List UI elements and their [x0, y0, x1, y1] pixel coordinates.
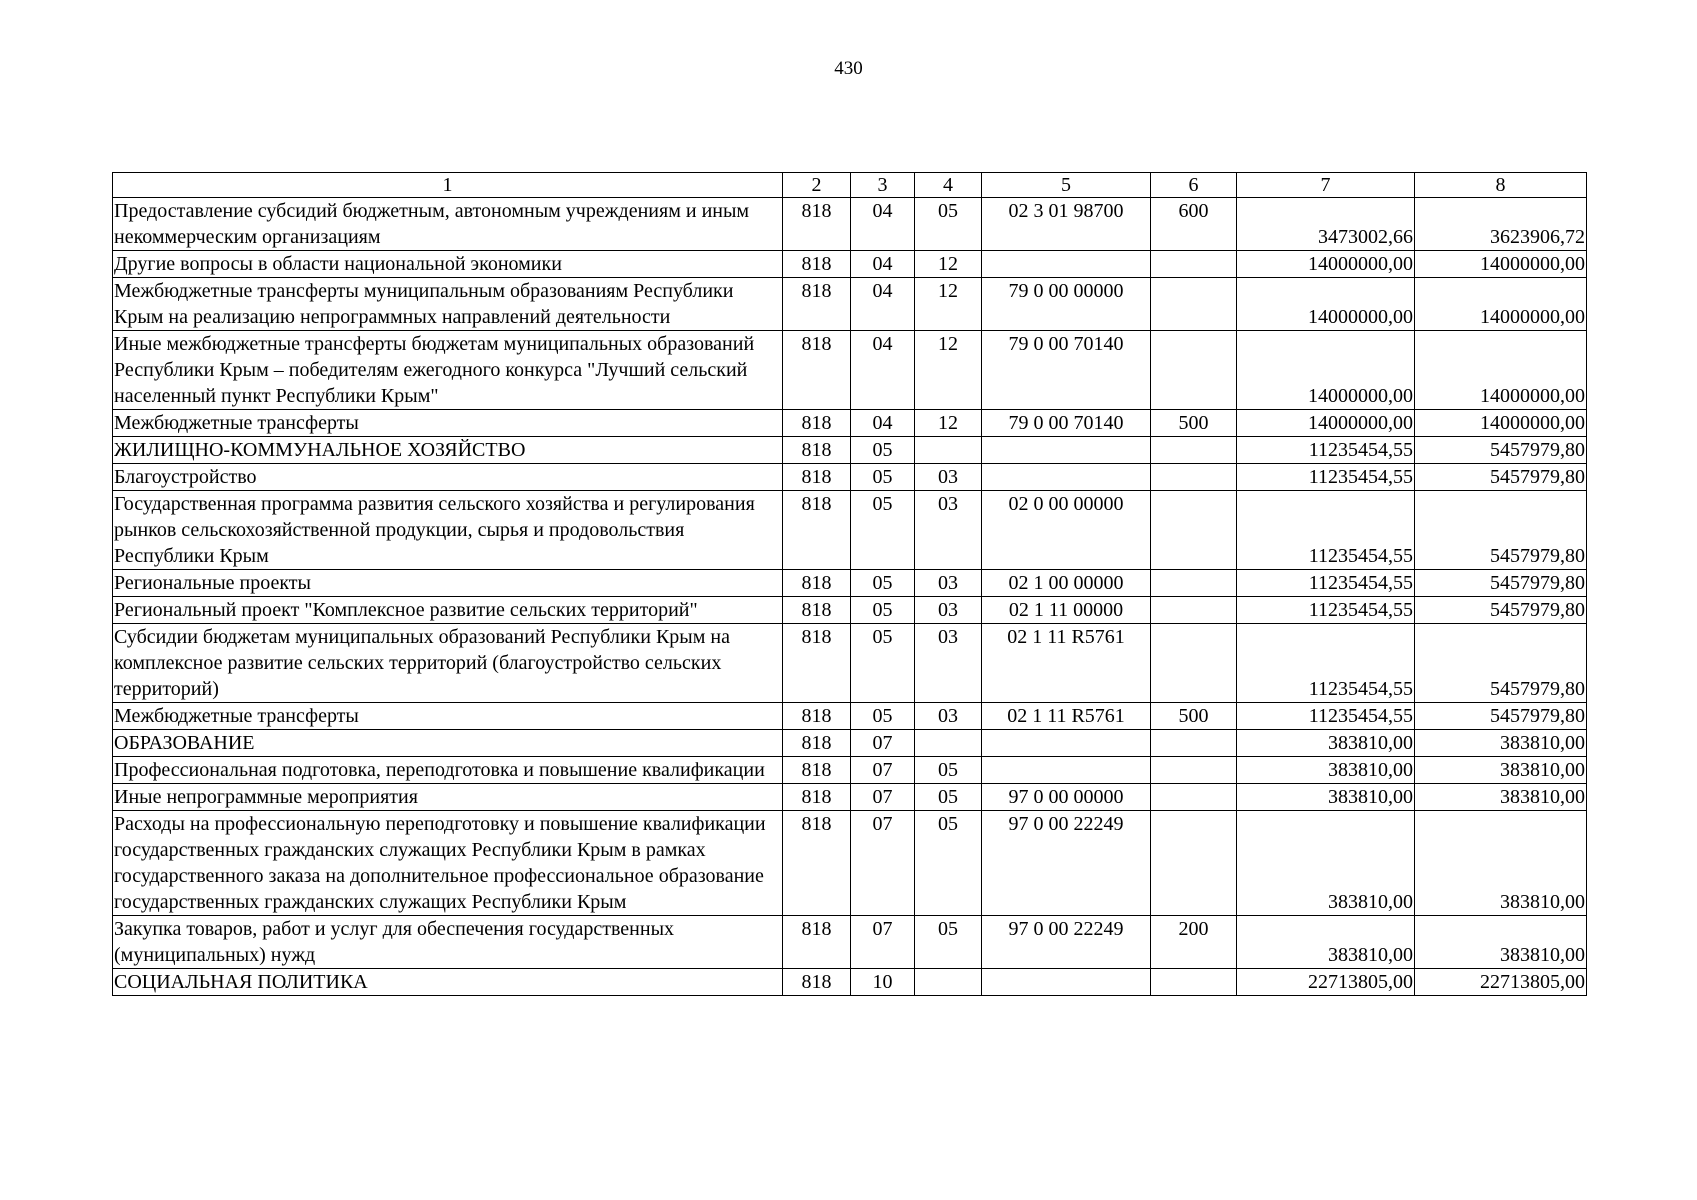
- row-name-cell: ОБРАЗОВАНИЕ: [113, 730, 783, 757]
- admin-code-cell: 818: [783, 730, 851, 757]
- admin-code-cell: 818: [783, 278, 851, 331]
- amount-year-1-cell: 3473002,66: [1237, 198, 1415, 251]
- target-article-cell: [982, 757, 1151, 784]
- admin-code-cell: 818: [783, 784, 851, 811]
- subsection-cell: 12: [915, 278, 982, 331]
- expense-type-cell: [1151, 331, 1237, 410]
- amount-year-2-cell: 5457979,80: [1415, 464, 1587, 491]
- section-cell: 04: [851, 278, 915, 331]
- target-article-cell: 97 0 00 00000: [982, 784, 1151, 811]
- row-name-cell: Закупка товаров, работ и услуг для обеспечения государственных (муниципальных) нужд: [113, 916, 783, 969]
- expense-type-cell: [1151, 251, 1237, 278]
- amount-year-1-cell: 383810,00: [1237, 757, 1415, 784]
- subsection-cell: 05: [915, 198, 982, 251]
- admin-code-cell: 818: [783, 437, 851, 464]
- target-article-cell: 02 3 01 98700: [982, 198, 1151, 251]
- table-row: [113, 198, 1587, 251]
- section-cell: 05: [851, 597, 915, 624]
- subsection-cell: 03: [915, 597, 982, 624]
- target-article-cell: 02 0 00 00000: [982, 491, 1151, 570]
- expense-type-cell: [1151, 491, 1237, 570]
- table-row: [113, 597, 1587, 624]
- row-name-cell: Предоставление субсидий бюджетным, автономным учреждениям и иным некоммерческим организациям: [113, 198, 783, 251]
- amount-year-2-cell: 5457979,80: [1415, 597, 1587, 624]
- amount-year-1-cell: 11235454,55: [1237, 464, 1415, 491]
- admin-code-cell: 818: [783, 757, 851, 784]
- table-row: [113, 811, 1587, 916]
- section-cell: 05: [851, 491, 915, 570]
- target-article-cell: 79 0 00 00000: [982, 278, 1151, 331]
- section-cell: 05: [851, 437, 915, 464]
- amount-year-1-cell: 11235454,55: [1237, 491, 1415, 570]
- target-article-cell: [982, 464, 1151, 491]
- admin-code-cell: 818: [783, 916, 851, 969]
- amount-year-2-cell: 5457979,80: [1415, 437, 1587, 464]
- section-cell: 04: [851, 251, 915, 278]
- table-row: [113, 624, 1587, 703]
- subsection-cell: [915, 437, 982, 464]
- amount-year-2-cell: 383810,00: [1415, 757, 1587, 784]
- amount-year-2-cell: 5457979,80: [1415, 624, 1587, 703]
- expense-type-cell: [1151, 784, 1237, 811]
- subsection-cell: 12: [915, 251, 982, 278]
- row-name-cell: Профессиональная подготовка, переподготовка и повышение квалификации: [113, 757, 783, 784]
- amount-year-1-cell: 14000000,00: [1237, 251, 1415, 278]
- subsection-cell: 05: [915, 811, 982, 916]
- amount-year-2-cell: 14000000,00: [1415, 278, 1587, 331]
- admin-code-cell: 818: [783, 703, 851, 730]
- subsection-cell: 03: [915, 570, 982, 597]
- section-cell: 04: [851, 331, 915, 410]
- amount-year-2-cell: 5457979,80: [1415, 703, 1587, 730]
- admin-code-cell: 818: [783, 331, 851, 410]
- amount-year-2-cell: 14000000,00: [1415, 410, 1587, 437]
- section-cell: 05: [851, 570, 915, 597]
- header-cell: 1: [113, 173, 783, 198]
- subsection-cell: [915, 730, 982, 757]
- expense-type-cell: 500: [1151, 410, 1237, 437]
- subsection-cell: 03: [915, 703, 982, 730]
- target-article-cell: [982, 730, 1151, 757]
- expense-type-cell: [1151, 278, 1237, 331]
- table-row: [113, 437, 1587, 464]
- subsection-cell: 12: [915, 331, 982, 410]
- amount-year-1-cell: 11235454,55: [1237, 570, 1415, 597]
- expense-type-cell: [1151, 597, 1237, 624]
- section-cell: 05: [851, 703, 915, 730]
- amount-year-1-cell: 11235454,55: [1237, 437, 1415, 464]
- expense-type-cell: 500: [1151, 703, 1237, 730]
- expense-type-cell: [1151, 570, 1237, 597]
- amount-year-2-cell: 383810,00: [1415, 784, 1587, 811]
- expense-type-cell: [1151, 730, 1237, 757]
- amount-year-1-cell: 11235454,55: [1237, 703, 1415, 730]
- admin-code-cell: 818: [783, 198, 851, 251]
- section-cell: 07: [851, 730, 915, 757]
- subsection-cell: 03: [915, 464, 982, 491]
- table-row: [113, 784, 1587, 811]
- row-name-cell: Расходы на профессиональную переподготовку и повышение квалификации государственных гражданских служащих Республики Крым в рамках государственного заказа на дополнительное профессиональное образование государственных гражданских служащих Республики Крым: [113, 811, 783, 916]
- amount-year-1-cell: 383810,00: [1237, 784, 1415, 811]
- target-article-cell: 79 0 00 70140: [982, 410, 1151, 437]
- expense-type-cell: 200: [1151, 916, 1237, 969]
- table-row: [113, 969, 1587, 996]
- subsection-cell: 05: [915, 784, 982, 811]
- target-article-cell: [982, 969, 1151, 996]
- subsection-cell: 05: [915, 916, 982, 969]
- target-article-cell: 02 1 00 00000: [982, 570, 1151, 597]
- row-name-cell: Государственная программа развития сельского хозяйства и регулирования рынков сельскохозяйственной продукции, сырья и продовольствия Республики Крым: [113, 491, 783, 570]
- amount-year-1-cell: 383810,00: [1237, 916, 1415, 969]
- amount-year-2-cell: 3623906,72: [1415, 198, 1587, 251]
- header-cell: 7: [1237, 173, 1415, 198]
- expense-type-cell: [1151, 464, 1237, 491]
- table-row: [113, 251, 1587, 278]
- table-row: [113, 916, 1587, 969]
- header-row: [113, 173, 1587, 198]
- header-cell: 3: [851, 173, 915, 198]
- amount-year-2-cell: 22713805,00: [1415, 969, 1587, 996]
- target-article-cell: 02 1 11 00000: [982, 597, 1151, 624]
- admin-code-cell: 818: [783, 624, 851, 703]
- expense-type-cell: [1151, 624, 1237, 703]
- row-name-cell: СОЦИАЛЬНАЯ ПОЛИТИКА: [113, 969, 783, 996]
- budget-table: [112, 172, 1587, 996]
- expense-type-cell: 600: [1151, 198, 1237, 251]
- admin-code-cell: 818: [783, 597, 851, 624]
- amount-year-2-cell: 383810,00: [1415, 811, 1587, 916]
- table-row: [113, 570, 1587, 597]
- admin-code-cell: 818: [783, 410, 851, 437]
- row-name-cell: ЖИЛИЩНО-КОММУНАЛЬНОЕ ХОЗЯЙСТВО: [113, 437, 783, 464]
- subsection-cell: 03: [915, 491, 982, 570]
- amount-year-2-cell: 14000000,00: [1415, 331, 1587, 410]
- expense-type-cell: [1151, 969, 1237, 996]
- row-name-cell: Межбюджетные трансферты: [113, 703, 783, 730]
- target-article-cell: 02 1 11 R5761: [982, 703, 1151, 730]
- subsection-cell: 12: [915, 410, 982, 437]
- target-article-cell: [982, 437, 1151, 464]
- header-cell: 8: [1415, 173, 1587, 198]
- table-row: [113, 410, 1587, 437]
- amount-year-2-cell: 383810,00: [1415, 730, 1587, 757]
- amount-year-2-cell: 5457979,80: [1415, 491, 1587, 570]
- section-cell: 05: [851, 464, 915, 491]
- table-row: [113, 278, 1587, 331]
- subsection-cell: 03: [915, 624, 982, 703]
- expense-type-cell: [1151, 437, 1237, 464]
- amount-year-2-cell: 14000000,00: [1415, 251, 1587, 278]
- section-cell: 07: [851, 757, 915, 784]
- section-cell: 07: [851, 916, 915, 969]
- section-cell: 07: [851, 811, 915, 916]
- row-name-cell: Региональный проект "Комплексное развитие сельских территорий": [113, 597, 783, 624]
- row-name-cell: Межбюджетные трансферты: [113, 410, 783, 437]
- table-row: [113, 703, 1587, 730]
- amount-year-2-cell: 383810,00: [1415, 916, 1587, 969]
- target-article-cell: 79 0 00 70140: [982, 331, 1151, 410]
- section-cell: 04: [851, 198, 915, 251]
- row-name-cell: Субсидии бюджетам муниципальных образований Республики Крым на комплексное развитие сельских территорий (благоустройство сельских территорий): [113, 624, 783, 703]
- subsection-cell: 05: [915, 757, 982, 784]
- target-article-cell: [982, 251, 1151, 278]
- admin-code-cell: 818: [783, 251, 851, 278]
- table-row: [113, 757, 1587, 784]
- table-row: [113, 491, 1587, 570]
- amount-year-1-cell: 14000000,00: [1237, 331, 1415, 410]
- amount-year-1-cell: 11235454,55: [1237, 597, 1415, 624]
- row-name-cell: Иные непрограммные мероприятия: [113, 784, 783, 811]
- target-article-cell: 02 1 11 R5761: [982, 624, 1151, 703]
- table-row: [113, 464, 1587, 491]
- row-name-cell: Региональные проекты: [113, 570, 783, 597]
- header-cell: 4: [915, 173, 982, 198]
- expense-type-cell: [1151, 811, 1237, 916]
- page-number: 430: [834, 58, 863, 79]
- expense-type-cell: [1151, 757, 1237, 784]
- header-cell: 5: [982, 173, 1151, 198]
- amount-year-1-cell: 14000000,00: [1237, 410, 1415, 437]
- header-cell: 2: [783, 173, 851, 198]
- admin-code-cell: 818: [783, 811, 851, 916]
- section-cell: 04: [851, 410, 915, 437]
- target-article-cell: 97 0 00 22249: [982, 811, 1151, 916]
- amount-year-1-cell: 22713805,00: [1237, 969, 1415, 996]
- admin-code-cell: 818: [783, 491, 851, 570]
- row-name-cell: Межбюджетные трансферты муниципальным образованиям Республики Крым на реализацию непрограммных направлений деятельности: [113, 278, 783, 331]
- section-cell: 05: [851, 624, 915, 703]
- amount-year-1-cell: 383810,00: [1237, 811, 1415, 916]
- row-name-cell: Другие вопросы в области национальной экономики: [113, 251, 783, 278]
- target-article-cell: 97 0 00 22249: [982, 916, 1151, 969]
- admin-code-cell: 818: [783, 570, 851, 597]
- admin-code-cell: 818: [783, 969, 851, 996]
- table-row: [113, 730, 1587, 757]
- header-cell: 6: [1151, 173, 1237, 198]
- amount-year-1-cell: 11235454,55: [1237, 624, 1415, 703]
- row-name-cell: Благоустройство: [113, 464, 783, 491]
- amount-year-1-cell: 383810,00: [1237, 730, 1415, 757]
- admin-code-cell: 818: [783, 464, 851, 491]
- amount-year-1-cell: 14000000,00: [1237, 278, 1415, 331]
- subsection-cell: [915, 969, 982, 996]
- amount-year-2-cell: 5457979,80: [1415, 570, 1587, 597]
- section-cell: 07: [851, 784, 915, 811]
- table-row: [113, 331, 1587, 410]
- section-cell: 10: [851, 969, 915, 996]
- row-name-cell: Иные межбюджетные трансферты бюджетам муниципальных образований Республики Крым – победителям ежегодного конкурса "Лучший сельский населенный пункт Республики Крым": [113, 331, 783, 410]
